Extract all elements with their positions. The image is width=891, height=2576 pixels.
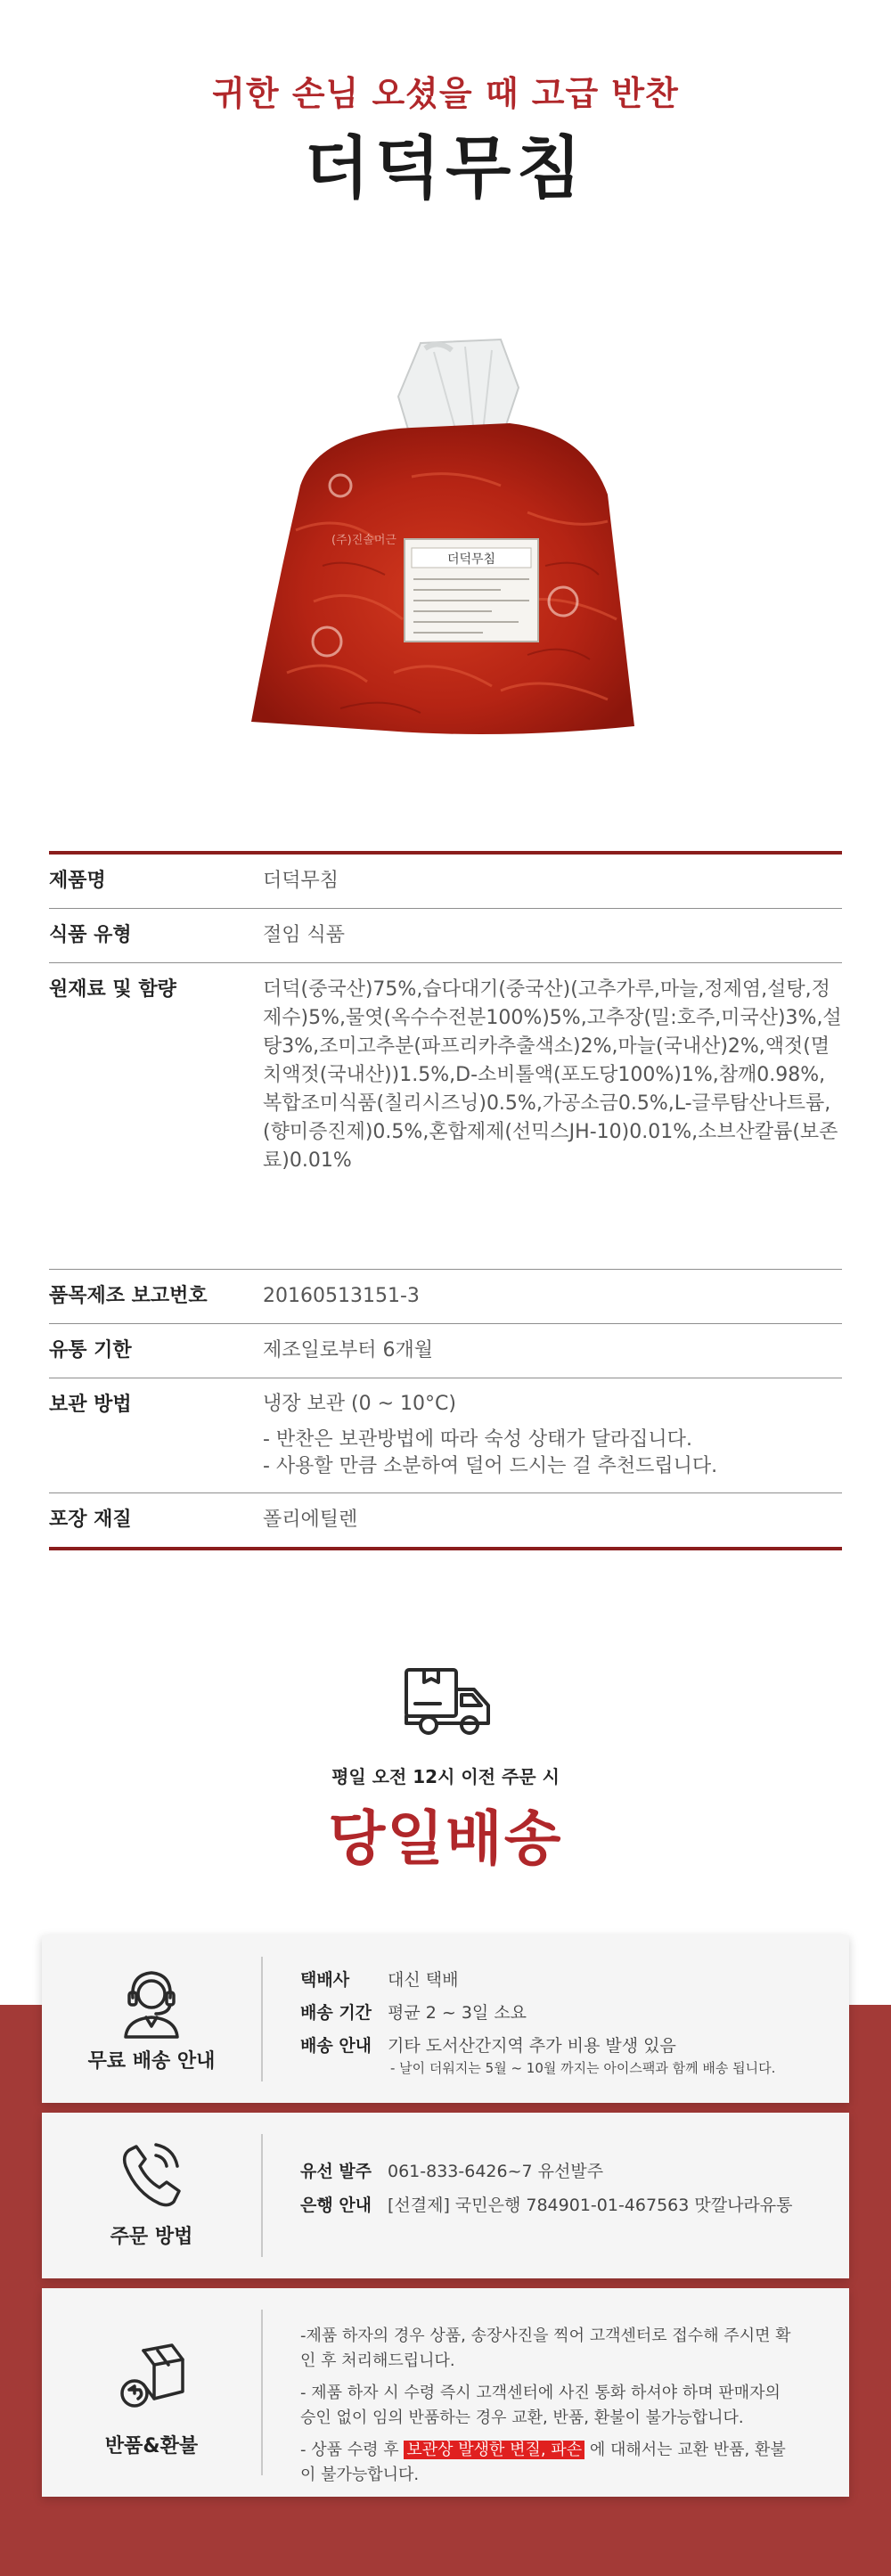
headset-icon [117,1967,186,2039]
info-row-ingredients [49,963,842,1270]
card-title: 무료 배송 안내 [87,2050,216,2073]
delivery-truck-icon [401,1666,494,1739]
shipping-row-courier [300,1967,831,1992]
returns-paragraph-3 [300,2438,799,2488]
info-key: 보관 방법 [49,1394,132,1416]
shipping-key: 택배사 [300,1970,350,1990]
info-row-storage [49,1378,842,1493]
delivery-headline: 당일배송 [328,1804,563,1873]
shipping-ice-note: - 날이 더워지는 5월 ~ 10월 까지는 아이스팩과 함께 배송 됩니다. [390,2060,776,2076]
returns-p3-prefix: - 상품 수령 후 [300,2441,405,2459]
product-bag-image [233,334,652,744]
return-box-icon [117,2342,186,2413]
info-key: 유통 기한 [49,1339,132,1362]
info-row-packaging [49,1493,842,1550]
card-left [42,1935,261,2103]
card-title: 반품&환불 [104,2435,199,2457]
info-value: 20160513151-3 [263,1285,420,1307]
order-method-card [42,2113,849,2278]
info-key: 품목제조 보고번호 [49,1285,208,1307]
shipping-key: 배송 기간 [300,2003,372,2023]
hero-title: 더덕무침 [304,128,587,208]
info-key: 포장 재질 [49,1509,132,1531]
card-divider [261,1957,263,2081]
order-row-bank [300,2193,831,2218]
info-key: 원재료 및 함량 [49,978,176,1001]
info-value: 더덕무침 [263,870,339,892]
info-row-report-no [49,1270,842,1324]
info-value: 더덕(중국산)75%,습다대기(중국산)(고추가루,마늘,정제염,설탕,정제수)5%,물엿(옥수수전분100%)5%,고추장(밀:호주,미국산)3%,설탕3%,조미고추분(파프리카추출색소)2%,마늘(국내산)2%,액젓(멸치액젓(국내산))1.5%,D-소비톨액(포도당100%)1%,참깨0.98%,복합조미식품(칠리시즈닝)0.5%,가공소금0.5%,L-글루탐산나트륨,(향미증진제)0.5%,혼합제제(선믹스JH-10)0.01%,소브산칼륨(보존료)0.01% [263,978,842,1172]
returns-paragraph-1: -제품 하자의 경우 상품, 송장사진을 찍어 고객센터로 접수해 주시면 확인 후 처리해드립니다. [300,2327,791,2370]
shipping-value: 평균 2 ~ 3일 소요 [388,2003,527,2023]
hero-section [0,0,891,802]
bag-brand-text: (주)진솔머근 [331,534,396,547]
returns-paragraph-2: - 제품 하자 시 수령 즉시 고객센터에 사진 통화 하셔야 하며 판매자의 승인 없이 임의 반품하는 경우 교환, 반품, 환불이 불가능합니다. [300,2384,781,2427]
phone-icon [117,2138,186,2209]
info-value-group [263,1378,842,1492]
card-content [300,2159,831,2218]
returns-highlight: 보관상 발생한 변질, 파손 [404,2441,584,2459]
info-key: 식품 유형 [49,924,132,946]
storage-note-2: - 사용할 만큼 소분하여 덜어 드시는 걸 추천드립니다. [263,1455,718,1477]
info-row-name [49,855,842,909]
shipping-key: 배송 안내 [300,2036,372,2056]
returns-p3-suffix: 에 대해서는 교환 반품, 환불이 불가능합니다. [300,2441,786,2484]
card-divider [261,2134,263,2257]
card-content [300,2324,799,2488]
order-phone[interactable]: 061-833-6426~7 유선발주 [388,2162,604,2181]
bag-label-text: 더덕무침 [446,552,496,567]
card-title: 주문 방법 [110,2226,193,2248]
info-value: 냉장 보관 (0 ~ 10°C) [263,1393,456,1415]
card-content [300,1967,831,2078]
card-left [42,2113,261,2278]
returns-refund-card [42,2288,849,2497]
hero-subtitle: 귀한 손님 오셨을 때 고급 반찬 [212,74,679,113]
card-divider [261,2310,263,2475]
info-key: 제품명 [49,870,106,892]
info-row-type [49,909,842,963]
order-row-phone [300,2159,831,2184]
info-value: 제조일로부터 6개월 [263,1339,434,1362]
shipping-row-period [300,2000,831,2025]
delivery-condition: 평일 오전 12시 이전 주문 시 [331,1766,560,1787]
order-key: 유선 발주 [300,2162,372,2181]
product-info-table [49,851,842,1550]
card-left [42,2288,261,2497]
order-key: 은행 안내 [300,2196,372,2215]
shipping-info-card [42,1935,849,2103]
info-value: 폴리에틸렌 [263,1509,358,1531]
storage-note-1: - 반찬은 보관방법에 따라 숙성 상태가 달라집니다. [263,1428,692,1451]
shipping-row-notice [300,2033,831,2058]
order-bank-account: [선결제] 국민은행 784901-01-467563 맛깔나라유통 [388,2196,793,2215]
shipping-value: 대신 택배 [388,1970,459,1990]
info-value: 절임 식품 [263,924,346,946]
shipping-value: 기타 도서산간지역 추가 비용 발생 있음 [388,2036,676,2056]
info-row-shelf-life [49,1324,842,1378]
